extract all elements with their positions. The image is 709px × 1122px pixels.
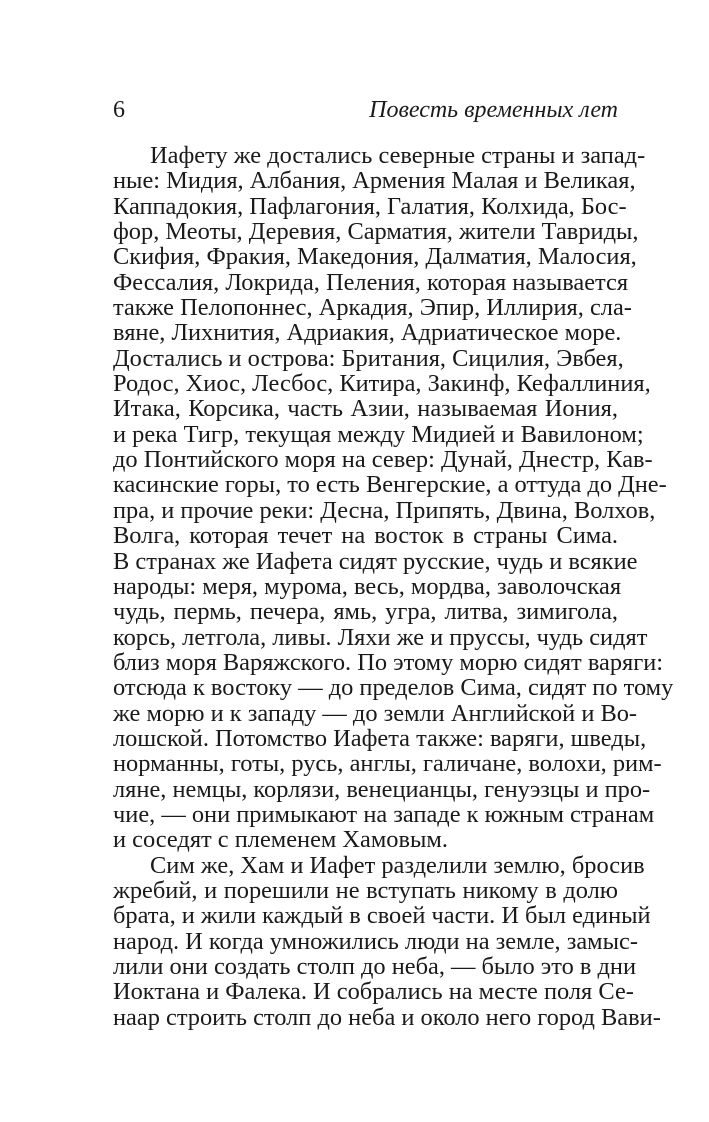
text-line: лошской. Потомство Иафета также: варяги, шведы, xyxy=(113,724,647,752)
text-line: ные: Мидия, Албания, Армения Малая и Великая, xyxy=(113,167,636,195)
text-line: и река Тигр, текущая между Мидией и Вавилоном; xyxy=(113,420,644,448)
text-line: Итака, Корсика, часть Азии, называемая Иония, xyxy=(113,395,618,423)
text-line: Каппадокия, Пафлагония, Галатия, Колхида, Бос- xyxy=(113,192,627,220)
text-line: Иафету же достались северные страны и запад- xyxy=(150,142,646,169)
page-number: 6 xyxy=(113,97,125,123)
text-line: же морю и к западу — до земли Английской и Во- xyxy=(113,699,638,727)
text-line: чие, — они примыкают на западе к южным странам xyxy=(113,800,655,828)
text-line: до Понтийского моря на север: Дунай, Днестр, Кав- xyxy=(113,446,653,474)
text-line: Скифия, Фракия, Македония, Далматия, Малосия, xyxy=(113,243,637,271)
text-line: касинские горы, то есть Венгерские, а оттуда до Дне- xyxy=(113,471,667,499)
text-line: близ моря Варяжского. По этому морю сидят варяги: xyxy=(113,648,664,676)
text-line: народ. И когда умножились люди на земле, замыс- xyxy=(113,927,638,955)
text-line: Фессалия, Локрида, Пеления, которая называется xyxy=(113,268,629,296)
text-line: наар строить столп до неба и около него город Вави- xyxy=(113,1003,661,1031)
text-line: Волга, которая течет на восток в страны Сима. xyxy=(113,522,618,550)
text-line: норманны, готы, русь, англы, галичане, волохи, рим- xyxy=(113,750,662,778)
text-line: народы: меря, мурома, весь, мордва, заволочская xyxy=(113,572,622,600)
text-line: Сим же, Хам и Иафет разделили землю, бросив xyxy=(150,851,645,879)
text-line: пра, и прочие реки: Десна, Припять, Двина, Волхов, xyxy=(113,496,656,524)
text-line: Родос, Хиос, Лесбос, Китира, Закинф, Кефаллиния, xyxy=(113,370,651,398)
running-title: Повесть временных лет xyxy=(369,97,618,123)
text-line: Достались и острова: Британия, Сицилия, Эвбея, xyxy=(113,344,624,372)
text-line: лили они создать столп до неба, — было это в дни xyxy=(113,953,636,980)
text-line: фор, Меоты, Деревия, Сарматия, жители Тавриды, xyxy=(113,218,639,246)
text-line: чудь, пермь, печера, ямь, угра, литва, зимигола, xyxy=(113,598,618,626)
text-line: и соседят с племенем Хамовым. xyxy=(113,826,448,854)
body-text xyxy=(113,142,674,1031)
text-line: также Пелопоннес, Аркадия, Эпир, Иллирия, сла- xyxy=(113,294,632,322)
text-line: жребий, и порешили не вступать никому в долю xyxy=(113,876,618,904)
text-line: вяне, Лихнития, Адриакия, Адриатическое море. xyxy=(113,319,622,347)
text-line: ляне, немцы, корлязи, венецианцы, генуэзцы и про- xyxy=(113,775,651,803)
text-line: В странах же Иафета сидят русские, чудь и всякие xyxy=(113,547,638,575)
text-line: корсь, летгола, ливы. Ляхи же и пруссы, чудь сидят xyxy=(113,623,648,651)
text-line: брата, и жили каждый в своей части. И был единый xyxy=(113,902,651,930)
page-header xyxy=(113,92,618,128)
text-line: Иоктана и Фалека. И собрались на месте поля Се- xyxy=(113,978,634,1006)
text-line: отсюда к востоку — до пределов Сима, сидят по тому xyxy=(113,674,674,702)
